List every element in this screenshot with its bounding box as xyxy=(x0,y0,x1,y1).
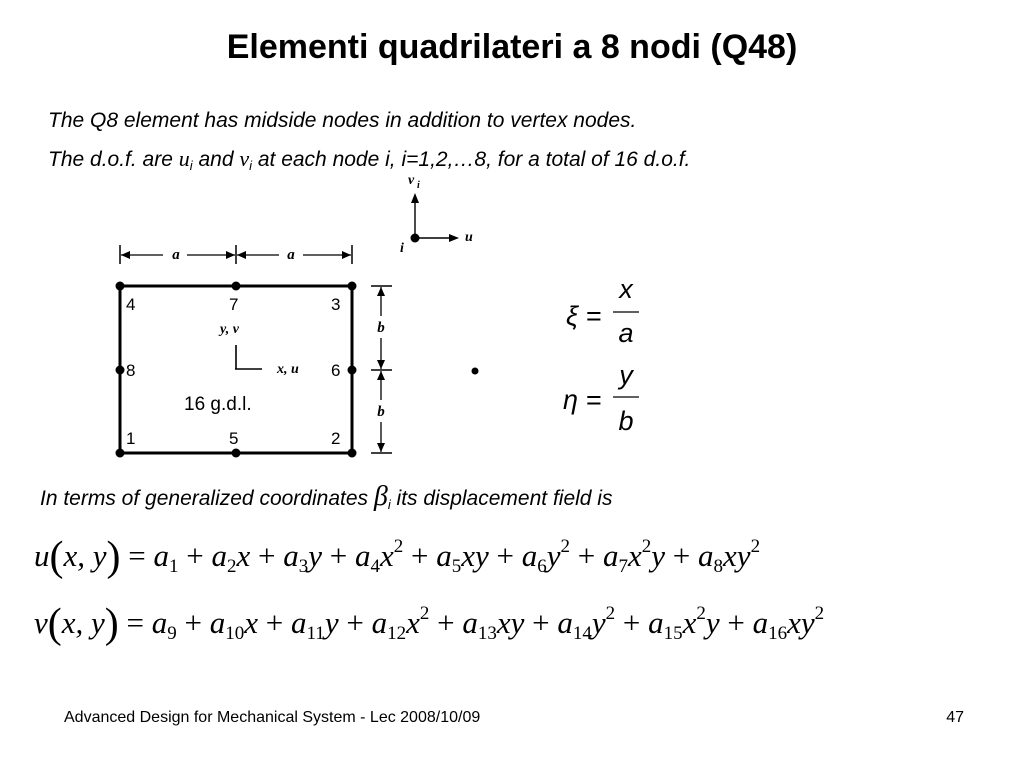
u-eq-coef-3: a xyxy=(283,538,299,573)
u-eq-var-6: y xyxy=(546,538,561,573)
eta-numerator: y xyxy=(619,360,633,390)
u-eq-var-7: x xyxy=(628,538,642,573)
xi-equals: = xyxy=(586,301,602,331)
dof-legend-v-sub: i xyxy=(417,180,420,191)
u-eq-coef-index-6: 6 xyxy=(537,556,547,577)
node-dot-3 xyxy=(348,282,357,291)
dof-legend-v: v xyxy=(408,173,415,188)
v-eq-lhs: v xyxy=(34,605,48,640)
node-dot-1 xyxy=(116,449,125,458)
node-label-6: 6 xyxy=(331,361,341,380)
v-subscript: i xyxy=(249,158,253,173)
natural-coordinates xyxy=(563,274,639,436)
beta-subscript: i xyxy=(387,497,391,512)
dof-legend-node-label: i xyxy=(400,241,404,256)
node-label-1: 1 xyxy=(126,429,136,448)
eta-symbol: η xyxy=(563,385,578,415)
v-eq-equals: = xyxy=(118,605,152,640)
v-eq-plus: + xyxy=(338,605,372,640)
v-eq-plus: + xyxy=(615,605,649,640)
u-eq-power-7: 2 xyxy=(641,536,652,557)
u-eq-args: x, y xyxy=(63,538,107,573)
v-eq-coef-index-14: 14 xyxy=(572,623,592,644)
v-eq-coef-index-12: 12 xyxy=(387,623,407,644)
u-eq-plus: + xyxy=(250,538,284,573)
u-eq-plus: + xyxy=(403,538,437,573)
node-label-2: 2 xyxy=(331,429,341,448)
dof-legend-node xyxy=(411,234,420,243)
v-eq-var-16: xy xyxy=(787,605,815,640)
v-eq-coef-14: a xyxy=(557,605,573,640)
v-eq-power-16: 2 xyxy=(814,603,825,624)
v-eq-open-paren: ( xyxy=(47,601,62,647)
dim-b-lower: b xyxy=(377,404,385,420)
v-eq-power-12: 2 xyxy=(419,603,430,624)
u-eq-plus: + xyxy=(178,538,212,573)
v-eq-var-14: y xyxy=(591,605,606,640)
v-eq-var-11: y xyxy=(324,605,339,640)
v-eq-close-paren: ) xyxy=(104,601,119,647)
u-eq-power-8: 2 xyxy=(750,536,761,557)
v-eq-var-15: x xyxy=(682,605,697,640)
u-eq-coef-index-7: 7 xyxy=(618,556,629,577)
dof-count-label: 16 g.d.l. xyxy=(184,394,252,415)
u-subscript: i xyxy=(189,158,193,173)
v-eq-coef-index-15: 15 xyxy=(663,623,683,644)
node-label-3: 3 xyxy=(331,295,341,314)
u-eq-var-3: y xyxy=(308,538,323,573)
u-eq-coef-2: a xyxy=(211,538,227,573)
footer-course: Advanced Design for Mechanical System - Lec 2008/10/09 xyxy=(64,709,481,726)
u-eq-var-8: xy xyxy=(723,538,751,573)
u-eq-coef-5: a xyxy=(436,538,452,573)
u-eq-var2-7: y xyxy=(651,538,666,573)
u-eq-close-paren: ) xyxy=(106,534,121,580)
u-eq-coef-4: a xyxy=(355,538,371,573)
v-eq-var2-15: y xyxy=(705,605,720,640)
v-eq-coef-index-10: 10 xyxy=(225,623,245,644)
u-eq-plus: + xyxy=(665,538,699,573)
eta-equals: = xyxy=(586,385,602,415)
v-eq-plus: + xyxy=(258,605,292,640)
node-dot-2 xyxy=(348,449,357,458)
node-dot-5 xyxy=(232,449,241,458)
u-eq-coef-6: a xyxy=(521,538,538,573)
v-eq-power-14: 2 xyxy=(605,603,616,624)
v-eq-coef-index-11: 11 xyxy=(306,623,325,644)
u-eq-var-5: xy xyxy=(461,538,489,573)
u-eq-coef-index-2: 2 xyxy=(227,556,237,577)
node-dot-6 xyxy=(348,366,357,375)
v-eq-plus: + xyxy=(429,605,463,640)
v-eq-coef-9: a xyxy=(151,605,168,640)
u-eq-open-paren: ( xyxy=(49,534,64,580)
dim-a-left: a xyxy=(172,247,180,263)
xi-numerator: x xyxy=(619,274,633,304)
v-eq-coef-16: a xyxy=(752,605,769,640)
v-eq-var-10: x xyxy=(244,605,259,640)
u-eq-lhs: u xyxy=(34,538,50,573)
local-axis-y-label: y, v xyxy=(220,322,239,337)
node-dot-4 xyxy=(116,282,125,291)
u-eq-coef-index-4: 4 xyxy=(370,556,380,577)
v-displacement-equation xyxy=(34,600,824,648)
u-eq-var-4: x xyxy=(380,538,394,573)
gen-text-after: its displacement field is xyxy=(390,487,613,510)
u-eq-coef-8: a xyxy=(698,538,714,573)
intro-line-2-prefix: The d.o.f. are xyxy=(48,148,179,171)
u-eq-power-6: 2 xyxy=(560,536,571,557)
u-eq-coef-index-8: 8 xyxy=(713,556,724,577)
v-eq-args: x, y xyxy=(61,605,105,640)
node-label-4: 4 xyxy=(126,295,136,314)
v-eq-coef-index-16: 16 xyxy=(768,623,788,644)
generalized-coordinates-sentence xyxy=(40,481,612,513)
intro-and: and xyxy=(192,148,240,171)
stray-dot xyxy=(472,368,479,375)
v-eq-coef-10: a xyxy=(209,605,226,640)
xi-denominator: a xyxy=(618,318,634,348)
v-eq-plus: + xyxy=(176,605,210,640)
v-eq-coef-index-9: 9 xyxy=(167,623,177,644)
u-eq-equals: = xyxy=(120,538,154,573)
dof-legend-u: u xyxy=(465,230,473,245)
node-label-8: 8 xyxy=(126,361,136,380)
v-eq-power-15: 2 xyxy=(696,603,706,624)
u-eq-power-4: 2 xyxy=(393,536,404,557)
v-eq-coef-11: a xyxy=(291,605,307,640)
intro-line-2-suffix: at each node i, i=1,2,…8, for a total of 16 d.o.f. xyxy=(252,148,691,171)
v-eq-coef-15: a xyxy=(648,605,664,640)
node-label-7: 7 xyxy=(229,295,239,314)
gen-text-before: In terms of generalized coordinates xyxy=(40,487,374,510)
u-eq-plus: + xyxy=(570,538,604,573)
v-eq-coef-index-13: 13 xyxy=(477,623,497,644)
beta-symbol: β xyxy=(373,481,388,512)
u-eq-plus: + xyxy=(488,538,522,573)
v-eq-plus: + xyxy=(524,605,558,640)
node-dot-7 xyxy=(232,282,241,291)
dim-b-upper: b xyxy=(377,320,385,336)
eta-denominator: b xyxy=(618,406,634,436)
slide-number: 47 xyxy=(946,709,964,726)
local-axis-x-label: x, u xyxy=(277,362,299,377)
dim-a-right: a xyxy=(287,247,295,263)
node-label-5: 5 xyxy=(229,429,239,448)
u-symbol: u xyxy=(178,146,190,171)
v-symbol: v xyxy=(239,146,250,171)
v-eq-coef-12: a xyxy=(371,605,388,640)
intro-line-1: The Q8 element has midside nodes in addition to vertex nodes. xyxy=(48,109,637,132)
u-eq-coef-index-1: 1 xyxy=(169,556,179,577)
v-eq-var-13: xy xyxy=(496,605,525,640)
u-displacement-equation xyxy=(34,533,760,581)
v-eq-var-12: x xyxy=(406,605,420,640)
slide-title: Elementi quadrilateri a 8 nodi (Q48) xyxy=(226,28,798,66)
u-eq-var-2: x xyxy=(236,538,251,573)
u-eq-coef-1: a xyxy=(153,538,170,573)
u-eq-coef-index-3: 3 xyxy=(298,556,309,577)
xi-symbol: ξ xyxy=(566,301,579,331)
u-eq-coef-7: a xyxy=(603,538,619,573)
v-eq-coef-13: a xyxy=(462,605,478,640)
node-dot-8 xyxy=(116,366,125,375)
u-eq-coef-index-5: 5 xyxy=(451,556,462,577)
u-eq-plus: + xyxy=(322,538,355,573)
v-eq-plus: + xyxy=(719,605,753,640)
